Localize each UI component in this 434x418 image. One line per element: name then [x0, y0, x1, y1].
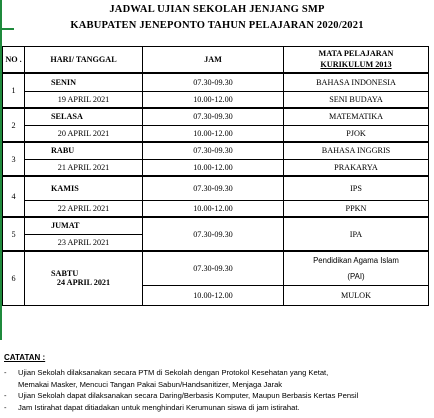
row-subject: PPKN	[284, 200, 429, 217]
row-subject-extra: (PAI)	[284, 268, 429, 285]
row-day: JUMAT	[25, 217, 143, 234]
row-time: 10.00-12.00	[143, 285, 284, 305]
note-item	[4, 390, 432, 402]
row-date: 23 APRIL 2021	[25, 234, 143, 251]
note-text: Ujian Sekolah dapat dilaksanakan secara Daring/Berbasis Komputer, Maupun Berbasis Kertas Pensil	[18, 391, 359, 400]
row-time: 07.30-09.30	[143, 251, 284, 285]
header-subject	[284, 47, 429, 74]
note-text: Ujian Sekolah dilaksanakan secara PTM di Sekolah dengan Protokol Kesehatan yang Ketat,	[18, 368, 329, 377]
notes-section	[4, 353, 432, 413]
table-header-row	[3, 47, 429, 74]
row-subject: SENI BUDAYA	[284, 91, 429, 108]
row-subject: PRAKARYA	[284, 159, 429, 176]
row-date: 22 APRIL 2021	[25, 200, 143, 217]
row-number: 6	[3, 251, 25, 305]
row-number: 2	[3, 108, 25, 142]
table-row	[3, 142, 429, 159]
table-row	[3, 176, 429, 200]
table-row	[3, 159, 429, 176]
row-time: 10.00-12.00	[143, 125, 284, 142]
row-subject: MATEMATIKA	[284, 108, 429, 125]
row-number: 5	[3, 217, 25, 251]
row-day: SENIN	[25, 73, 143, 91]
row-date: 20 APRIL 2021	[25, 125, 143, 142]
table-row	[3, 217, 429, 234]
header-subject-line2: KURIKULUM 2013	[320, 59, 392, 69]
row-time: 07.30-09.30	[143, 73, 284, 91]
row-number: 4	[3, 176, 25, 217]
table-row	[3, 108, 429, 125]
note-item-continuation	[4, 379, 432, 391]
table-row	[3, 73, 429, 91]
row-subject: BAHASA INDONESIA	[284, 73, 429, 91]
row-subject: PJOK	[284, 125, 429, 142]
row-day: KAMIS	[25, 176, 143, 200]
row-subject: IPA	[284, 217, 429, 251]
row-day: SABTU	[51, 269, 79, 279]
bullet-dash: -	[4, 391, 7, 400]
table-row	[3, 125, 429, 142]
row-time: 10.00-12.00	[143, 91, 284, 108]
row-subject: Pendidikan Agama Islam	[284, 251, 429, 268]
row-day: RABU	[25, 142, 143, 159]
row-number: 1	[3, 73, 25, 108]
note-item	[4, 402, 432, 414]
table-row	[3, 251, 429, 268]
row-time: 10.00-12.00	[143, 200, 284, 217]
row-subject: IPS	[284, 176, 429, 200]
row-date: 21 APRIL 2021	[25, 159, 143, 176]
header-no: NO .	[3, 47, 25, 74]
note-text: Memakai Masker, Mencuci Tangan Pakai Sabun/Handsanitizer, Menjaga Jarak	[18, 379, 283, 389]
row-time: 07.30-09.30	[143, 108, 284, 125]
row-time: 07.30-09.30	[143, 176, 284, 200]
row-time: 07.30-09.30	[143, 142, 284, 159]
row-time: 10.00-12.00	[143, 159, 284, 176]
row-number: 3	[3, 142, 25, 176]
row-date: 19 APRIL 2021	[25, 91, 143, 108]
bullet-dash: -	[4, 402, 7, 412]
row-subject: MULOK	[284, 285, 429, 305]
exam-schedule-table	[2, 46, 429, 306]
header-day: HARI/ TANGGAL	[25, 47, 143, 74]
page-subtitle: KABUPATEN JENEPONTO TAHUN PELAJARAN 2020/2021	[70, 20, 364, 31]
row-day: SELASA	[25, 108, 143, 125]
row-subject: BAHASA INGGRIS	[284, 142, 429, 159]
bullet-dash: -	[4, 368, 7, 377]
notes-title: CATATAN :	[4, 353, 46, 362]
note-text: Jam Istirahat dapat ditiadakan untuk menghindari Kerumunan siswa di jam istirahat.	[18, 402, 300, 412]
page-title: JADWAL UJIAN SEKOLAH JENJANG SMP	[109, 4, 325, 15]
note-item	[4, 367, 432, 379]
row-time: 07.30-09.30	[143, 217, 284, 251]
row-date: 24 APRIL 2021	[56, 278, 111, 288]
header-subject-line1: MATA PELAJARAN	[318, 48, 394, 58]
table-row	[3, 91, 429, 108]
table-row	[3, 200, 429, 217]
header-time: JAM	[143, 47, 284, 74]
row-day-date	[25, 251, 143, 305]
